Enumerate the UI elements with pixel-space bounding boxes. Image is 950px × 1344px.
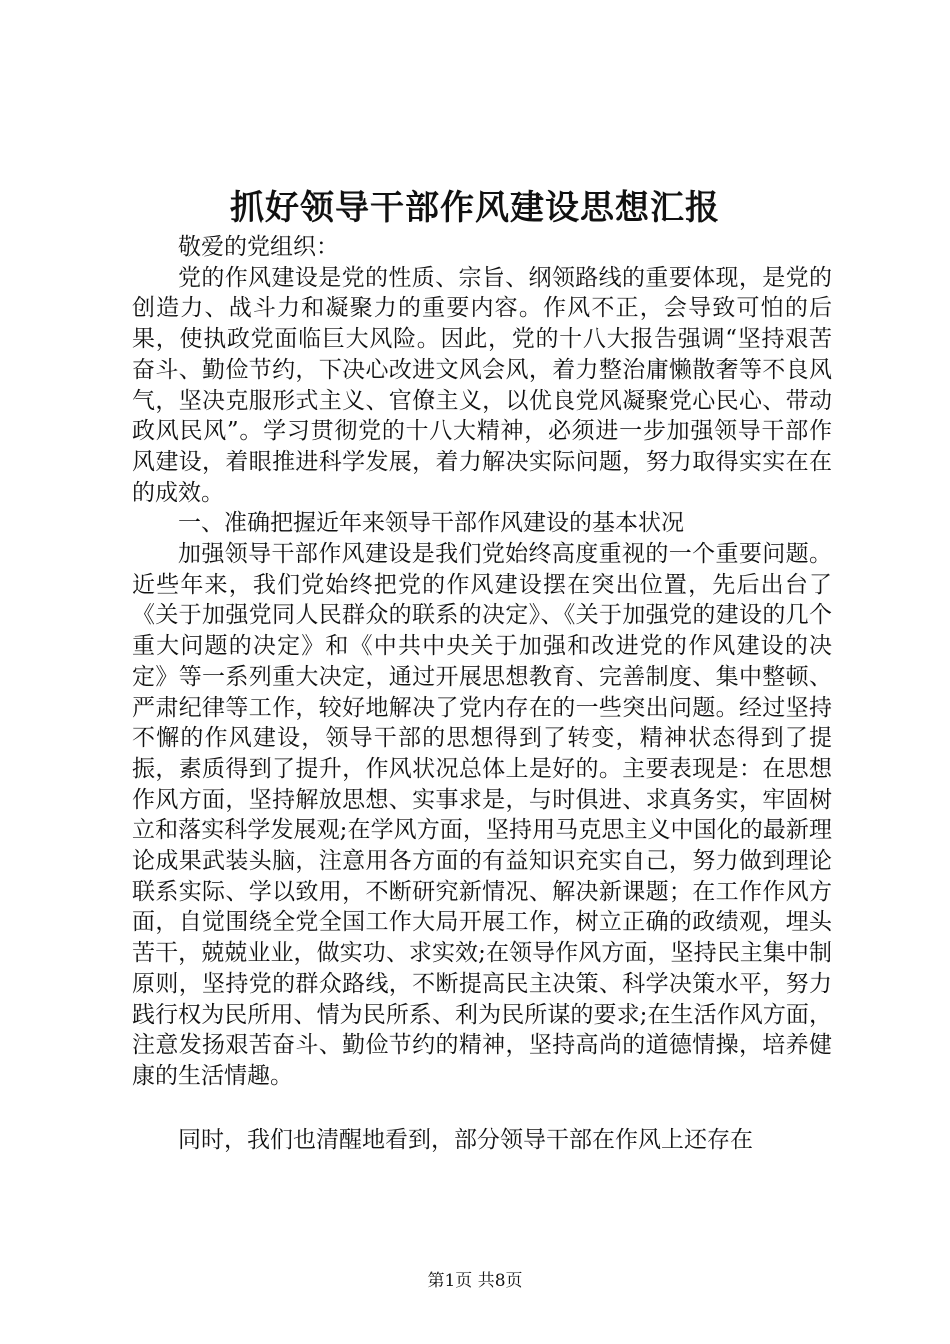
document-body — [132, 232, 832, 1155]
paragraph-intro: 党的作风建设是党的性质、宗旨、纲领路线的重要体现，是党的创造力、战斗力和凝聚力的重要内容。作风不正，会导致可怕的后果，使执政党面临巨大风险。因此，党的十八大报告强调“坚持艰苦奋斗、勤俭节约，下决心改进文风会风，着力整治庸懒散奢等不良风气，坚决克服形式主义、官僚主义，以优良党风凝聚党心民心、带动政风民风”。学习贯彻党的十八大精神，必须进一步加强领导干部作风建设，着眼推进科学发展，着力解决实际问题，努力取得实实在在的成效。 — [132, 264, 832, 506]
salutation: 敬爱的党组织： — [178, 234, 339, 260]
document-title: 抓好领导干部作风建设思想汇报 — [230, 188, 720, 228]
paragraph-continuation: 同时，我们也清醒地看到，部分领导干部在作风上还存在 — [178, 1126, 753, 1153]
page-number-footer: 第1页 共8页 — [427, 1271, 523, 1291]
section-heading-1: 一、准确把握近年来领导干部作风建设的基本状况 — [178, 510, 684, 537]
paragraph-section-1: 加强领导干部作风建设是我们党始终高度重视的一个重要问题。近些年来，我们党始终把党的作风建设摆在突出位置，先后出台了《关于加强党同人民群众的联系的决定》、《关于加强党的建设的几个重大问题的决定》和《中共中央关于加强和改进党的作风建设的决定》等一系列重大决定，通过开展思想教育、完善制度、集中整顿、严肃纪律等工作，较好地解决了党内存在的一些突出问题。经过坚持不懈的作风建设，领导干部的思想得到了转变，精神状态得到了提振，素质得到了提升，作风状况总体上是好的。主要表现是：在思想作风方面，坚持解放思想、实事求是，与时俱进、求真务实，牢固树立和落实科学发展观;在学风方面，坚持用马克思主义中国化的最新理论成果武装头脑，注意用各方面的有益知识充实自己，努力做到理论联系实际、学以致用，不断研究新情况、解决新课题；在工作作风方面，自觉围绕全党全国工作大局开展工作，树立正确的政绩观，埋头苦干，兢兢业业，做实功、求实效;在领导作风方面，坚持民主集中制原则，坚持党的群众路线，不断提高民主决策、科学决策水平，努力践行权为民所用、情为民所系、利为民所谋的要求;在生活作风方面，注意发扬艰苦奋斗、勤俭节约的精神，坚持高尚的道德情操，培养健康的生活情趣。 — [132, 541, 832, 1089]
